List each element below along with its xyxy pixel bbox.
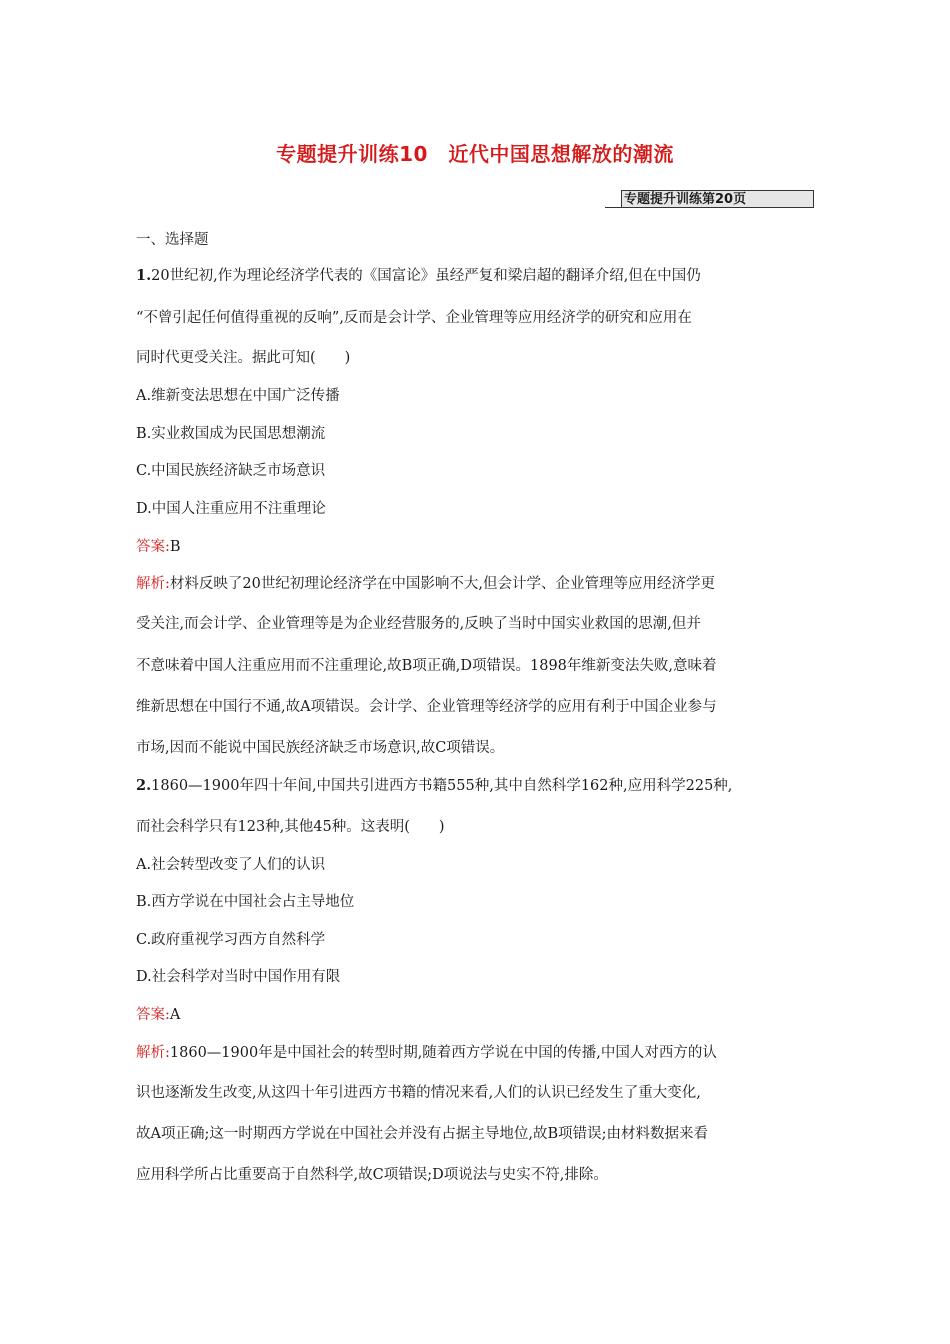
analysis-label: 解析: xyxy=(136,1045,170,1061)
q1-answer: 答案:B xyxy=(136,539,181,555)
q1-analysis-3: 不意味着中国人注重应用而不注重理论,故B项正确,D项错误。1898年维新变法失败,意味着 xyxy=(136,658,717,674)
q2-option-a: A.社会转型改变了人们的认识 xyxy=(136,857,326,873)
q2-option-d: D.社会科学对当时中国作用有限 xyxy=(136,969,341,985)
answer-label: 答案: xyxy=(136,539,170,555)
q1-analysis-1: 解析:材料反映了20世纪初理论经济学在中国影响不大,但会计学、企业管理等应用经济学更 xyxy=(136,576,715,592)
q2-option-c: C.政府重视学习西方自然科学 xyxy=(136,932,326,948)
q1-option-d: D.中国人注重应用不注重理论 xyxy=(136,501,326,517)
q1-option-b: B.实业救国成为民国思想潮流 xyxy=(136,426,326,442)
q2-analysis-1: 解析:1860—1900年是中国社会的转型时期,随着西方学说在中国的传播,中国人对西方的认 xyxy=(136,1045,717,1061)
q1-line-1: 1.20世纪初,作为理论经济学代表的《国富论》虽经严复和梁启超的翻译介绍,但在中国仍 xyxy=(136,267,701,284)
q1-number: 1. xyxy=(136,267,152,284)
q2-analysis-2: 识也逐渐发生改变,从这四十年引进西方书籍的情况来看,人们的认识已经发生了重大变化, xyxy=(136,1085,701,1101)
q2-number: 2. xyxy=(136,777,152,794)
page-tag xyxy=(605,190,814,208)
q1-option-c: C.中国民族经济缺乏市场意识 xyxy=(136,463,326,479)
tag-label: 专题提升训练第20页 xyxy=(621,190,814,208)
q2-option-b: B.西方学说在中国社会占主导地位 xyxy=(136,894,355,910)
section-heading: 一、选择题 xyxy=(136,232,209,248)
q1-analysis-5: 市场,因而不能说中国民族经济缺乏市场意识,故C项错误。 xyxy=(136,740,505,756)
q2-line-2: 而社会科学只有123种,其他45种。这表明( ) xyxy=(136,819,445,835)
q1-line-2: “不曾引起任何值得重视的反响”,反而是会计学、企业管理等应用经济学的研究和应用在 xyxy=(136,310,692,326)
answer-label: 答案: xyxy=(136,1007,170,1023)
q2-line-1: 2.1860—1900年四十年间,中国共引进西方书籍555种,其中自然科学162种,应用科学225种, xyxy=(136,777,733,794)
q2-answer: 答案:A xyxy=(136,1007,181,1023)
q1-option-a: A.维新变法思想在中国广泛传播 xyxy=(136,388,340,404)
q1-line-3: 同时代更受关注。据此可知( ) xyxy=(136,350,351,366)
page-title: 专题提升训练10 近代中国思想解放的潮流 xyxy=(276,142,674,166)
q2-analysis-3: 故A项正确;这一时期西方学说在中国社会并没有占据主导地位,故B项错误;由材料数据来看 xyxy=(136,1126,709,1142)
q1-analysis-2: 受关注,而会计学、企业管理等是为企业经营服务的,反映了当时中国实业救国的思潮,但并 xyxy=(136,616,701,632)
q1-analysis-4: 维新思想在中国行不通,故A项错误。会计学、企业管理等经济学的应用有利于中国企业参与 xyxy=(136,699,717,715)
q2-analysis-4: 应用科学所占比重要高于自然科学,故C项错误;D项说法与史实不符,排除。 xyxy=(136,1167,608,1183)
analysis-label: 解析: xyxy=(136,576,170,592)
